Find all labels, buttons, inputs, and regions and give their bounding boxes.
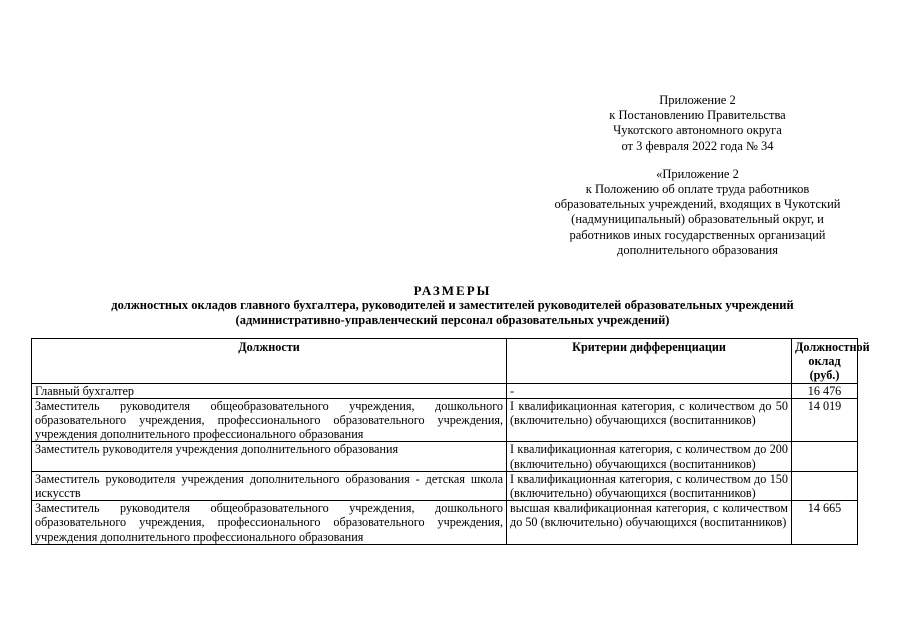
table-row xyxy=(32,398,858,442)
position-cell: Заместитель руководителя учреждения дополнительного образования - детская школа искусств xyxy=(32,471,507,500)
criteria-cell: высшая квалификационная категория, с количеством до 50 (включительно) обучающихся (воспитанников) xyxy=(507,501,792,545)
position-cell: Главный бухгалтер xyxy=(32,383,507,398)
salary-cell: 14 019 xyxy=(792,398,858,442)
table-header-row xyxy=(32,339,858,384)
document-title: РАЗМЕРЫ xyxy=(413,283,492,298)
column-header-position: Должности xyxy=(32,339,507,384)
table-row xyxy=(32,471,858,500)
position-cell: Заместитель руководителя общеобразовательного учреждения, дошкольного образовательного учреждения, профессионального образовательного учреждения, учреждения дополнительного профессионального образования xyxy=(32,398,507,442)
appendix-line: (надмуниципальный) образовательный округ, и xyxy=(571,212,824,227)
appendix-line: образовательных учреждений, входящих в Чукотский xyxy=(554,197,841,212)
appendix-line: от 3 февраля 2022 года № 34 xyxy=(621,138,774,153)
appendix-line: Приложение 2 xyxy=(659,93,736,107)
criteria-cell: - xyxy=(507,383,792,398)
salary-cell xyxy=(792,442,858,471)
appendix-line: к Постановлению Правительства xyxy=(609,108,786,123)
table-row xyxy=(32,442,858,471)
table-row xyxy=(32,383,858,398)
column-header-salary: Должностной оклад (руб.) xyxy=(792,339,858,384)
salary-cell: 16 476 xyxy=(792,383,858,398)
appendix-line: работников иных государственных организаций xyxy=(569,227,826,242)
salary-cell xyxy=(792,471,858,500)
column-header-criteria: Критерии дифференциации xyxy=(507,339,792,384)
position-cell: Заместитель руководителя общеобразовательного учреждения, дошкольного образовательного учреждения, профессионального образовательного учреждения, учреждения дополнительного профессионального образования xyxy=(32,501,507,545)
table-row xyxy=(32,501,858,545)
document-heading xyxy=(0,283,905,328)
criteria-cell: I квалификационная категория, с количеством до 150 (включительно) обучающихся (воспитанников) xyxy=(507,471,792,500)
criteria-cell: I квалификационная категория, с количеством до 200 (включительно) обучающихся (воспитанников) xyxy=(507,442,792,471)
document-subtitle: должностных окладов главного бухгалтера, руководителей и заместителей руководителей образовательных учреждений xyxy=(111,298,794,312)
salary-table xyxy=(31,338,870,545)
spacer xyxy=(540,154,855,167)
document-subtitle: (административно-управленческий персонал образовательных учреждений) xyxy=(235,313,670,327)
position-cell: Заместитель руководителя учреждения дополнительного образования xyxy=(32,442,507,471)
appendix-reference xyxy=(540,93,855,258)
criteria-cell: I квалификационная категория, с количеством до 50 (включительно) обучающихся (воспитанников) xyxy=(507,398,792,442)
appendix-line: к Положению об оплате труда работников xyxy=(585,182,810,197)
appendix-line: дополнительного образования xyxy=(616,242,779,257)
appendix-line: «Приложение 2 xyxy=(656,166,739,181)
appendix-line: Чукотского автономного округа xyxy=(613,123,782,138)
salary-cell: 14 665 xyxy=(792,501,858,545)
